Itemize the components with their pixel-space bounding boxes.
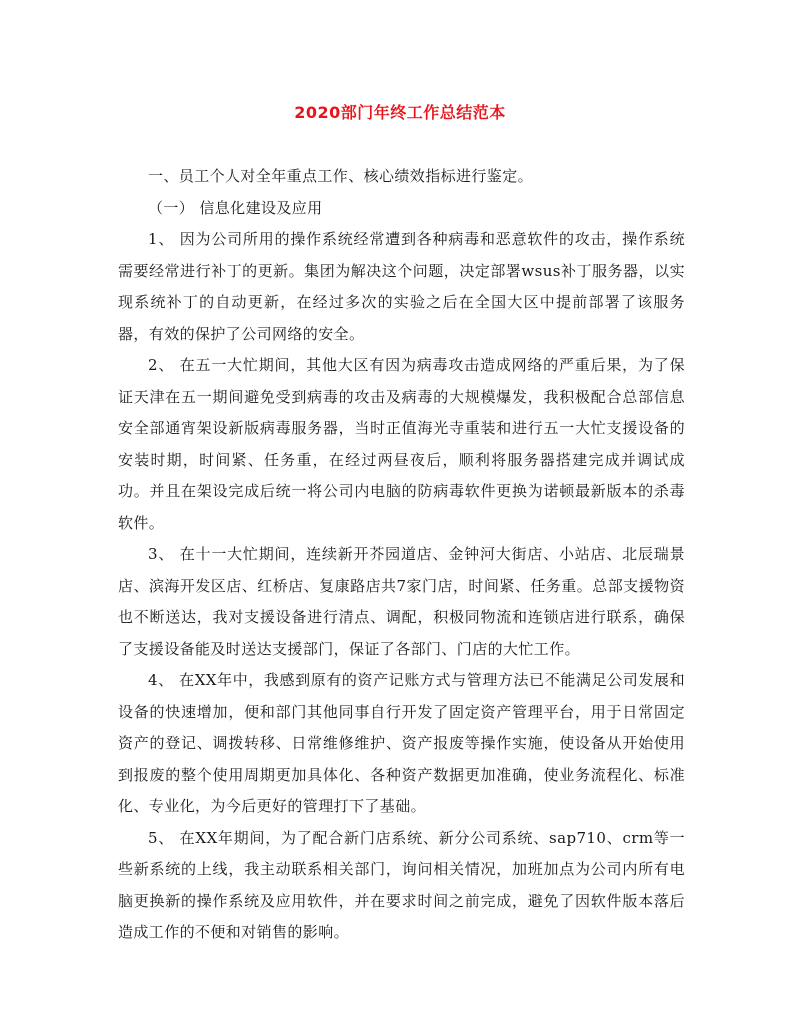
- document-body: [118, 161, 685, 949]
- paragraph-item-4: 4、 在XX年中，我感到原有的资产记账方式与管理方法已不能满足公司发展和设备的快速增加，便和部门其他同事自行开发了固定资产管理平台，用于日常固定资产的登记、调拨转移、日常维修维护、资产报废等操作实施，使设备从开始使用到报废的整个使用周期更加具体化、各种资产数据更加准确，使业务流程化、标准化、专业化，为今后更好的管理打下了基础。: [118, 671, 685, 815]
- subsection-heading: （一） 信息化建设及应用: [148, 198, 323, 217]
- document-title: 2020部门年终工作总结范本: [294, 103, 506, 122]
- paragraph-item-3: 3、 在十一大忙期间，连续新开芥园道店、金钟河大街店、小站店、北辰瑞景店、滨海开发区店、红桥店、复康路店共7家门店，时间紧、任务重。总部支援物资也不断送达，我对支援设备进行清点、调配，积极同物流和连锁店进行联系，确保了支援设备能及时送达支援部门，保证了各部门、门店的大忙工作。: [118, 545, 685, 658]
- paragraph-item-5: 5、 在XX年期间，为了配合新门店系统、新分公司系统、sap710、crm等一些新系统的上线，我主动联系相关部门，询问相关情况，加班加点为公司内所有电脑更换新的操作系统及应用软件，并在要求时间之前完成，避免了因软件版本落后造成工作的不便和对销售的影响。: [118, 828, 685, 941]
- paragraph-item-1: 1、 因为公司所用的操作系统经常遭到各种病毒和恶意软件的攻击，操作系统需要经常进行补丁的更新。集团为解决这个问题，决定部署wsus补丁服务器，以实现系统补丁的自动更新，在经过多次的实验之后在全国大区中提前部署了该服务器，有效的保护了公司网络的安全。: [118, 230, 685, 343]
- section-heading: 一、员工个人对全年重点工作、核心绩效指标进行鉴定。: [148, 167, 534, 185]
- paragraph-item-2: 2、 在五一大忙期间，其他大区有因为病毒攻击造成网络的严重后果，为了保证天津在五一期间避免受到病毒的攻击及病毒的大规模爆发，我积极配合总部信息安全部通宵架设新版病毒服务器，当时正值海光寺重装和进行五一大忙支援设备的安装时期，时间紧、任务重，在经过两昼夜后，顺利将服务器搭建完成并调试成功。并且在架设完成后统一将公司内电脑的防病毒软件更换为诺顿最新版本的杀毒软件。: [118, 356, 685, 532]
